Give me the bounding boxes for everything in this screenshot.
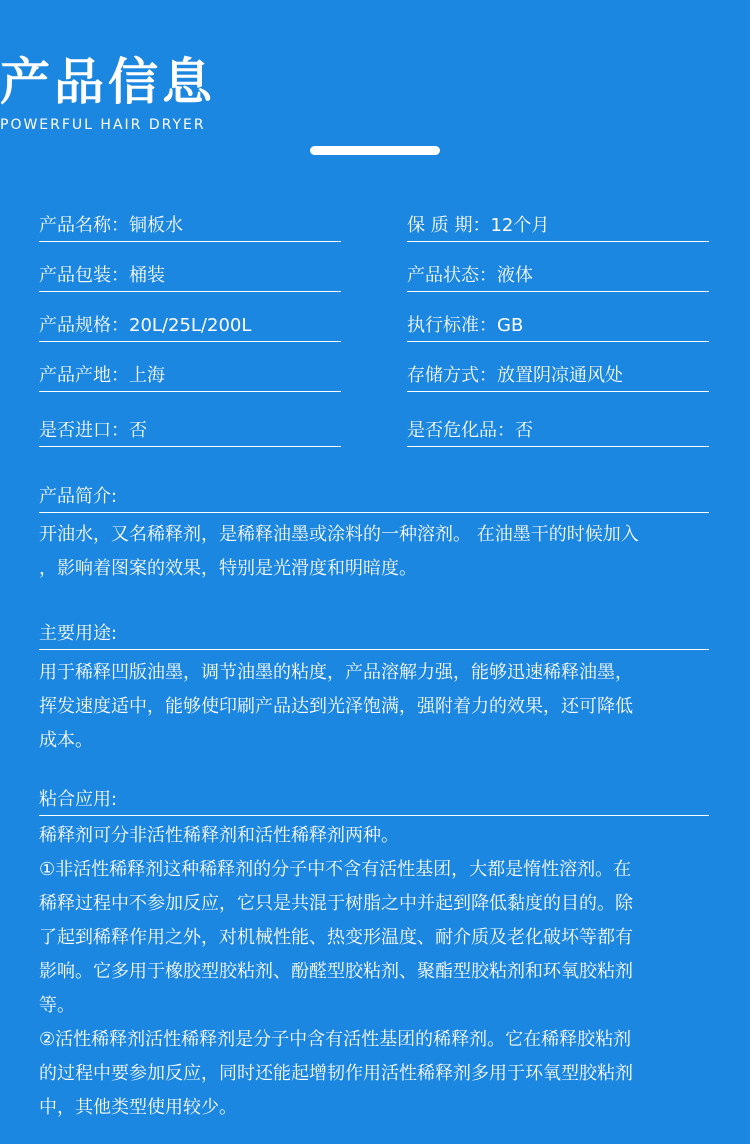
- spec-value: 否: [129, 420, 147, 441]
- application-line: 影响。它多用于橡胶型胶粘剂、酚醛型胶粘剂、聚酯型胶粘剂和环氧胶粘剂: [39, 961, 633, 982]
- application-line: 中，其他类型使用较少。: [39, 1097, 237, 1118]
- usage-line: 挥发速度适中，能够使印刷产品达到光泽饱满，强附着力的效果，还可降低: [39, 696, 633, 717]
- spec-label: 保 质 期：: [407, 215, 491, 236]
- application-line: 等。: [39, 995, 75, 1016]
- usage-line: 用于稀释凹版油墨，调节油墨的粘度，产品溶解力强，能够迅速稀释油墨，: [39, 662, 633, 683]
- spec-label: 产品名称：: [39, 215, 129, 236]
- spec-standard: [407, 311, 709, 342]
- application-text: [39, 819, 711, 1125]
- spec-value: 放置阴凉通风处: [497, 365, 623, 386]
- spec-shelf-life: [407, 211, 709, 242]
- spec-label: 产品产地：: [39, 365, 129, 386]
- spec-label: 产品规格：: [39, 315, 129, 336]
- spec-label: 是否危化品：: [407, 420, 515, 441]
- spec-value: 12个月: [490, 215, 550, 236]
- spec-value: 20L/25L/200L: [129, 315, 252, 336]
- spec-product-name: [39, 211, 341, 242]
- spec-packaging: [39, 261, 341, 292]
- application-line: 稀释过程中不参加反应，它只是共混于树脂之中并起到降低黏度的目的。除: [39, 893, 633, 914]
- application-heading: 粘合应用:: [39, 785, 709, 816]
- spec-value: 否: [515, 420, 533, 441]
- spec-origin: [39, 361, 341, 392]
- spec-label: 产品状态：: [407, 265, 497, 286]
- spec-storage: [407, 361, 709, 392]
- usage-text: [39, 656, 711, 758]
- intro-line: 开油水，又名稀释剂，是稀释油墨或涂料的一种溶剂。 在油墨干的时候加入: [39, 524, 639, 545]
- spec-value: GB: [497, 315, 524, 336]
- intro-line: ，影响着图案的效果，特别是光滑度和明暗度。: [39, 558, 417, 579]
- page-subtitle: POWERFUL HAIR DRYER: [0, 117, 206, 133]
- spec-state: [407, 261, 709, 292]
- intro-text: [39, 518, 711, 586]
- spec-imported: [39, 416, 341, 447]
- spec-value: 铜板水: [129, 215, 183, 236]
- spec-value: 液体: [497, 265, 533, 286]
- spec-label: 执行标准：: [407, 315, 497, 336]
- application-line: ②活性稀释剂活性稀释剂是分子中含有活性基团的稀释剂。它在稀释胶粘剂: [39, 1029, 632, 1050]
- spec-hazardous: [407, 416, 709, 447]
- spec-label: 是否进口：: [39, 420, 129, 441]
- application-line: ①非活性稀释剂这种稀释剂的分子中不含有活性基团，大都是惰性溶剂。在: [39, 859, 632, 880]
- intro-heading: 产品简介:: [39, 482, 709, 513]
- spec-size: [39, 311, 341, 342]
- application-line: 的过程中要参加反应，同时还能起增韧作用活性稀释剂多用于环氧型胶粘剂: [39, 1063, 633, 1084]
- application-line: 了起到稀释作用之外，对机械性能、热变形温度、耐介质及老化破坏等都有: [39, 927, 633, 948]
- title-underline-bar: [310, 146, 440, 155]
- usage-line: 成本。: [39, 730, 93, 751]
- spec-value: 桶装: [129, 265, 165, 286]
- spec-label: 产品包装：: [39, 265, 129, 286]
- spec-value: 上海: [129, 365, 165, 386]
- spec-label: 存储方式：: [407, 365, 497, 386]
- usage-heading: 主要用途:: [39, 619, 709, 650]
- application-line: 稀释剂可分非活性稀释剂和活性稀释剂两种。: [39, 825, 399, 846]
- page-title: 产品信息: [0, 53, 216, 111]
